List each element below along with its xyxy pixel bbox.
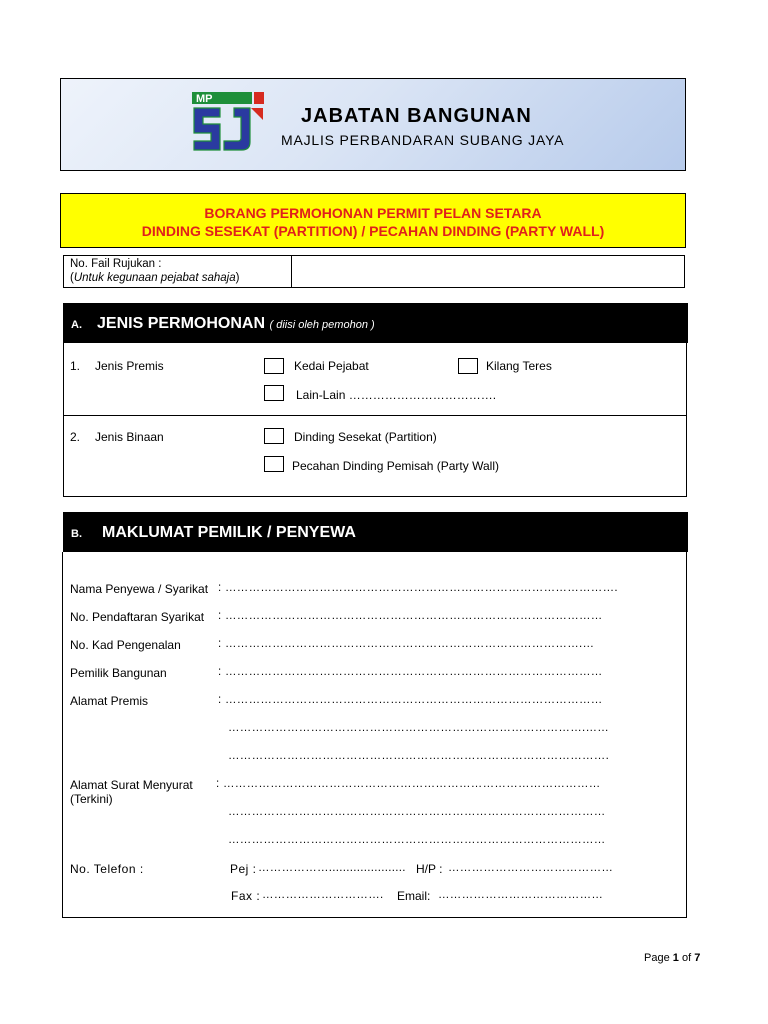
lain-lain-label: Lain-Lain ………………………………. [296,388,497,402]
pemilik-bangunan-field[interactable]: : …………………………………………………………………………………… [218,666,603,678]
q1-number: 1. [70,359,81,373]
kilang-teres-checkbox[interactable] [458,358,478,374]
page-total: 7 [694,952,701,964]
reference-note-text: Untuk kegunaan pejabat sahaja [73,272,236,284]
alamat-surat-field-2[interactable]: …………………………………………………………………………………… [228,806,606,818]
mpsj-logo [188,88,268,158]
q2-number: 2. [70,430,81,444]
partition-label: Dinding Sesekat (Partition) [294,430,437,444]
partition-checkbox[interactable] [264,428,284,444]
reference-label: No. Fail Rujukan : [70,258,162,270]
section-a-title: JENIS PERMOHONAN [97,315,266,332]
pemilik-bangunan-label: Pemilik Bangunan [70,666,167,680]
telefon-label: No. Telefon : [70,862,144,876]
fax-label: Fax : [231,889,261,903]
hp-field[interactable]: …………………………………… [448,862,614,874]
nama-penyewa-field[interactable]: : ………………………………………………………………………………………. [218,582,618,594]
section-a-letter: A. [71,319,82,331]
section-a-hint: ( diisi oleh pemohon ) [269,319,375,331]
page-of: of [681,952,692,964]
alamat-premis-field-1[interactable]: : …………………………………………………………………………………… [218,694,603,706]
page-number [644,952,700,964]
page-prefix: Page [644,952,670,964]
reference-box [63,255,685,288]
reference-note-open: ( [70,272,74,284]
form-title-banner [60,193,686,248]
reference-note [70,271,239,285]
nama-penyewa-label: Nama Penyewa / Syarikat [70,582,209,596]
kedai-pejabat-label: Kedai Pejabat [294,359,369,373]
q2-label: Jenis Binaan [95,430,164,444]
council-subtitle: MAJLIS PERBANDARAN SUBANG JAYA [281,132,565,148]
header-banner [60,78,686,171]
section-b-letter: B. [71,528,82,540]
alamat-premis-field-2[interactable]: ……………………………………………………………………………….…… [228,722,610,734]
alamat-premis-field-3[interactable]: ……………………………………………………………………………………. [228,750,610,762]
section-a-header [63,303,688,343]
party-wall-label: Pecahan Dinding Pemisah (Party Wall) [292,459,499,473]
alamat-surat-field-3[interactable]: …………………………………………………………………………………… [228,834,606,846]
email-label: Email: [397,889,431,903]
section-b-title: MAKLUMAT PEMILIK / PENYEWA [102,524,356,541]
party-wall-checkbox[interactable] [264,456,284,472]
fax-field[interactable]: …………………………. [262,889,384,901]
section-a-title-wrap [97,315,375,333]
kedai-pejabat-checkbox[interactable] [264,358,284,374]
logo-text-mp: MP [196,93,213,105]
form-title-line-2: DINDING SESEKAT (PARTITION) / PECAHAN DINDING (PARTY WALL) [141,223,605,239]
pej-field[interactable]: ………………...................... [258,862,406,874]
reference-divider [291,256,292,287]
kad-pengenalan-field[interactable]: : ……………………………………………………………………………….… [218,638,595,650]
terkini-label: (Terkini) [70,792,113,806]
department-title: JABATAN BANGUNAN [301,105,532,127]
alamat-surat-field-1[interactable]: : …………………………………………………………………………………… [216,778,601,790]
alamat-premis-label: Alamat Premis [70,694,149,708]
form-title-line-1: BORANG PERMOHONAN PERMIT PELAN SETARA [204,205,542,221]
alamat-surat-label: Alamat Surat Menyurat [70,778,193,792]
hp-label: H/P : [416,862,443,876]
email-field[interactable]: …………………………………… [438,889,604,901]
reference-note-close: ) [235,272,240,284]
kilang-teres-label: Kilang Teres [486,359,552,373]
lain-lain-checkbox[interactable] [264,385,284,401]
no-pendaftaran-label: No. Pendaftaran Syarikat [70,610,205,624]
section-a-divider [64,415,686,416]
reference-label-block [70,257,239,285]
page-current: 1 [672,952,679,964]
section-b-header [63,512,688,552]
kad-pengenalan-label: No. Kad Pengenalan [70,638,181,652]
q1-label: Jenis Premis [95,359,164,373]
pej-label: Pej : [230,862,257,876]
no-pendaftaran-field[interactable]: : …………………………………………………………………………………… [218,610,603,622]
